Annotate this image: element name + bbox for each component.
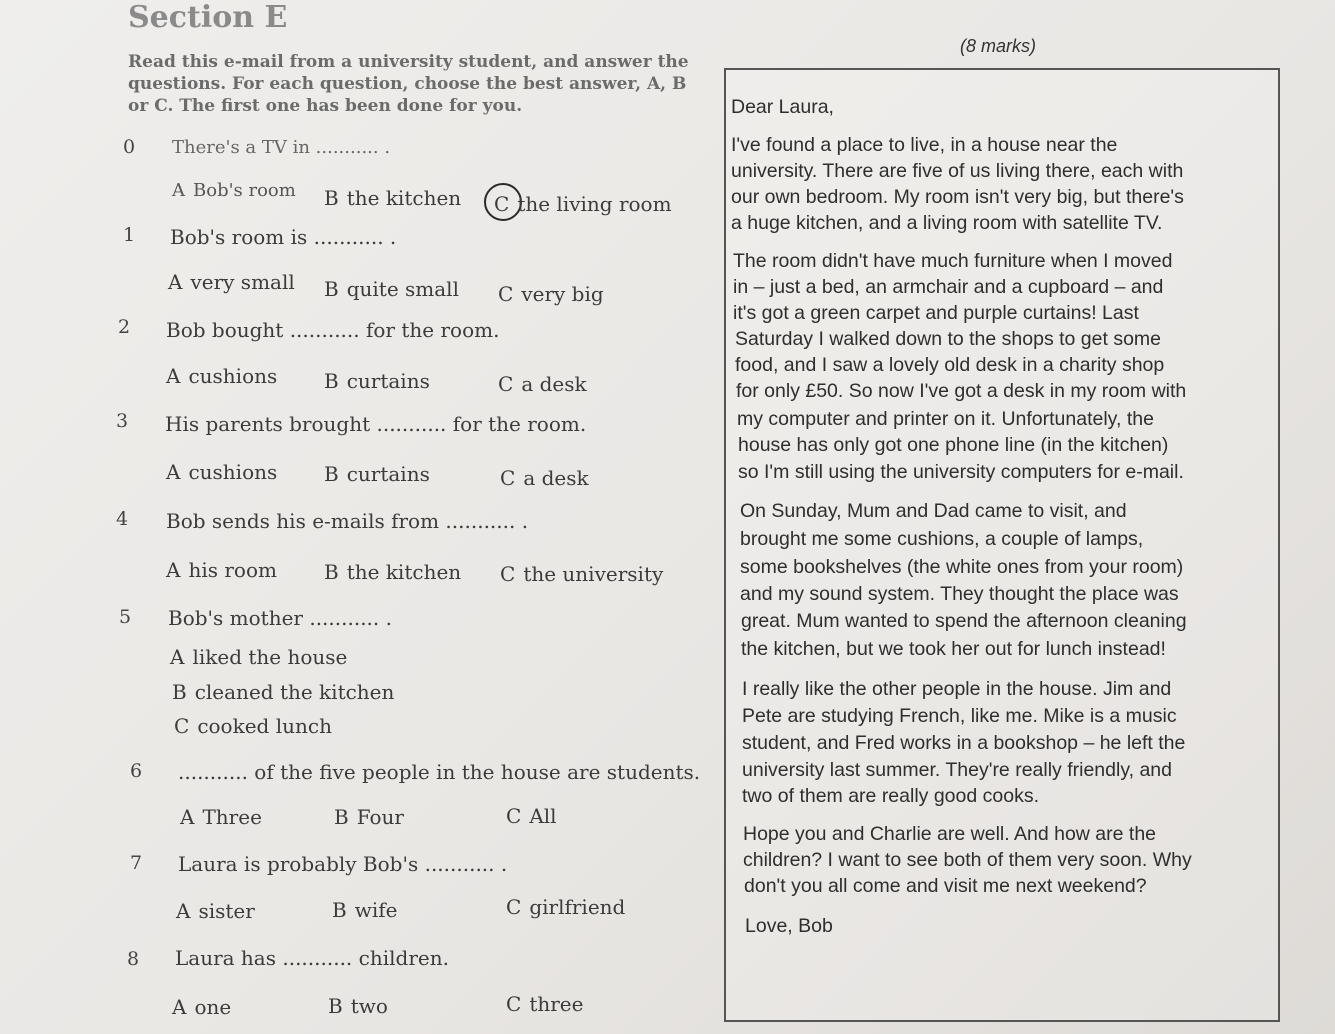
email-line: Pete are studying French, like me. Mike is a music bbox=[742, 705, 1177, 727]
email-line: don't you all come and visit me next weekend? bbox=[744, 875, 1147, 897]
question-stem: Bob sends his e-mails from ........... . bbox=[166, 509, 529, 533]
question-stem: Laura has ........... children. bbox=[175, 946, 449, 970]
email-line: university last summer. They're really friendly, and bbox=[742, 759, 1172, 781]
option-c: C girlfriend bbox=[506, 895, 626, 919]
option-c: C the university bbox=[500, 562, 664, 586]
option-b: B the kitchen bbox=[324, 186, 462, 210]
option-c: C three bbox=[506, 992, 584, 1016]
email-line: my computer and printer on it. Unfortunately, the bbox=[737, 408, 1154, 430]
email-line: our own bedroom. My room isn't very big, but there's bbox=[731, 186, 1184, 208]
email-line: The room didn't have much furniture when I moved bbox=[733, 250, 1173, 272]
email-line: student, and Fred works in a bookshop – he left the bbox=[742, 732, 1186, 754]
section-title: Section E bbox=[128, 0, 288, 35]
question-number: 8 bbox=[127, 948, 140, 970]
option-c: C a desk bbox=[500, 466, 589, 490]
option-b: B wife bbox=[332, 898, 398, 922]
question-number: 7 bbox=[130, 852, 143, 874]
email-line: Hope you and Charlie are well. And how are the bbox=[743, 823, 1157, 845]
option-a: A cushions bbox=[166, 364, 278, 388]
email-line: brought me some cushions, a couple of lamps, bbox=[740, 528, 1144, 550]
option-a: A cushions bbox=[166, 460, 278, 484]
email-line: I've found a place to live, in a house near the bbox=[731, 134, 1118, 156]
option-a: A Bob's room bbox=[172, 180, 296, 201]
marks-label: (8 marks) bbox=[960, 36, 1036, 56]
instructions-line: questions. For each question, choose the best answer, A, B bbox=[128, 74, 687, 94]
email-line: a huge kitchen, and a living room with satellite TV. bbox=[731, 212, 1163, 234]
question-number: 0 bbox=[123, 136, 136, 158]
question-number: 1 bbox=[123, 224, 136, 246]
option-a: A liked the house bbox=[170, 645, 348, 669]
question-stem: There's a TV in ........... . bbox=[172, 137, 391, 158]
email-line: On Sunday, Mum and Dad came to visit, and bbox=[740, 500, 1127, 522]
email-greeting: Dear Laura, bbox=[731, 96, 834, 118]
email-line: Saturday I walked down to the shops to get some bbox=[735, 328, 1162, 350]
question-number: 5 bbox=[119, 606, 132, 628]
email-line: great. Mum wanted to spend the afternoon cleaning bbox=[741, 610, 1187, 632]
option-a: A Three bbox=[180, 805, 262, 829]
email-line: some bookshelves (the white ones from your room) bbox=[740, 556, 1184, 578]
question-number: 2 bbox=[118, 316, 131, 338]
email-line: and my sound system. They thought the place was bbox=[740, 583, 1179, 605]
option-c: C All bbox=[506, 804, 557, 828]
option-b: B Four bbox=[334, 805, 404, 829]
question-number: 4 bbox=[116, 508, 129, 530]
option-c: C a desk bbox=[498, 372, 587, 396]
option-c: C very big bbox=[498, 282, 604, 306]
email-line: I really like the other people in the house. Jim and bbox=[742, 678, 1172, 700]
question-stem: Bob's room is ........... . bbox=[170, 225, 397, 249]
email-line: two of them are really good cooks. bbox=[742, 785, 1039, 807]
question-number: 6 bbox=[130, 760, 143, 782]
question-number: 3 bbox=[116, 410, 129, 432]
email-line: the kitchen, but we took her out for lunch instead! bbox=[741, 638, 1166, 660]
email-line: so I'm still using the university computers for e-mail. bbox=[738, 461, 1184, 483]
question-stem: His parents brought ........... for the room. bbox=[165, 412, 587, 436]
option-b: B cleaned the kitchen bbox=[172, 680, 395, 704]
option-b: B two bbox=[328, 994, 388, 1018]
option-b: B the kitchen bbox=[324, 560, 462, 584]
email-line: it's got a green carpet and purple curtains! Last bbox=[733, 302, 1139, 324]
option-a: A very small bbox=[168, 270, 295, 294]
instructions-line: or C. The first one has been done for you. bbox=[128, 96, 523, 116]
option-c: C cooked lunch bbox=[174, 714, 332, 738]
option-a: A his room bbox=[166, 558, 277, 582]
instructions-line: Read this e-mail from a university student, and answer the bbox=[128, 52, 689, 72]
question-stem: Laura is probably Bob's ........... . bbox=[178, 852, 508, 876]
question-stem: Bob bought ........... for the room. bbox=[166, 318, 500, 342]
email-line: food, and I saw a lovely old desk in a charity shop bbox=[735, 354, 1165, 376]
option-b: B quite small bbox=[324, 277, 459, 301]
email-line: house has only got one phone line (in the kitchen) bbox=[738, 434, 1169, 456]
option-c: C the living room bbox=[494, 192, 672, 216]
email-line: for only £50. So now I've got a desk in my room with bbox=[736, 380, 1187, 402]
email-line: university. There are five of us living there, each with bbox=[731, 160, 1184, 182]
question-stem: Bob's mother ........... . bbox=[168, 606, 392, 630]
option-a: A one bbox=[172, 995, 232, 1019]
email-line: children? I want to see both of them very soon. Why bbox=[743, 849, 1192, 871]
option-b: B curtains bbox=[324, 369, 430, 393]
question-stem: ........... of the five people in the house are students. bbox=[178, 760, 701, 784]
option-a: A sister bbox=[176, 899, 255, 923]
email-line: in – just a bed, an armchair and a cupboard – and bbox=[733, 276, 1164, 298]
email-signoff: Love, Bob bbox=[745, 915, 833, 937]
option-b: B curtains bbox=[324, 462, 430, 486]
